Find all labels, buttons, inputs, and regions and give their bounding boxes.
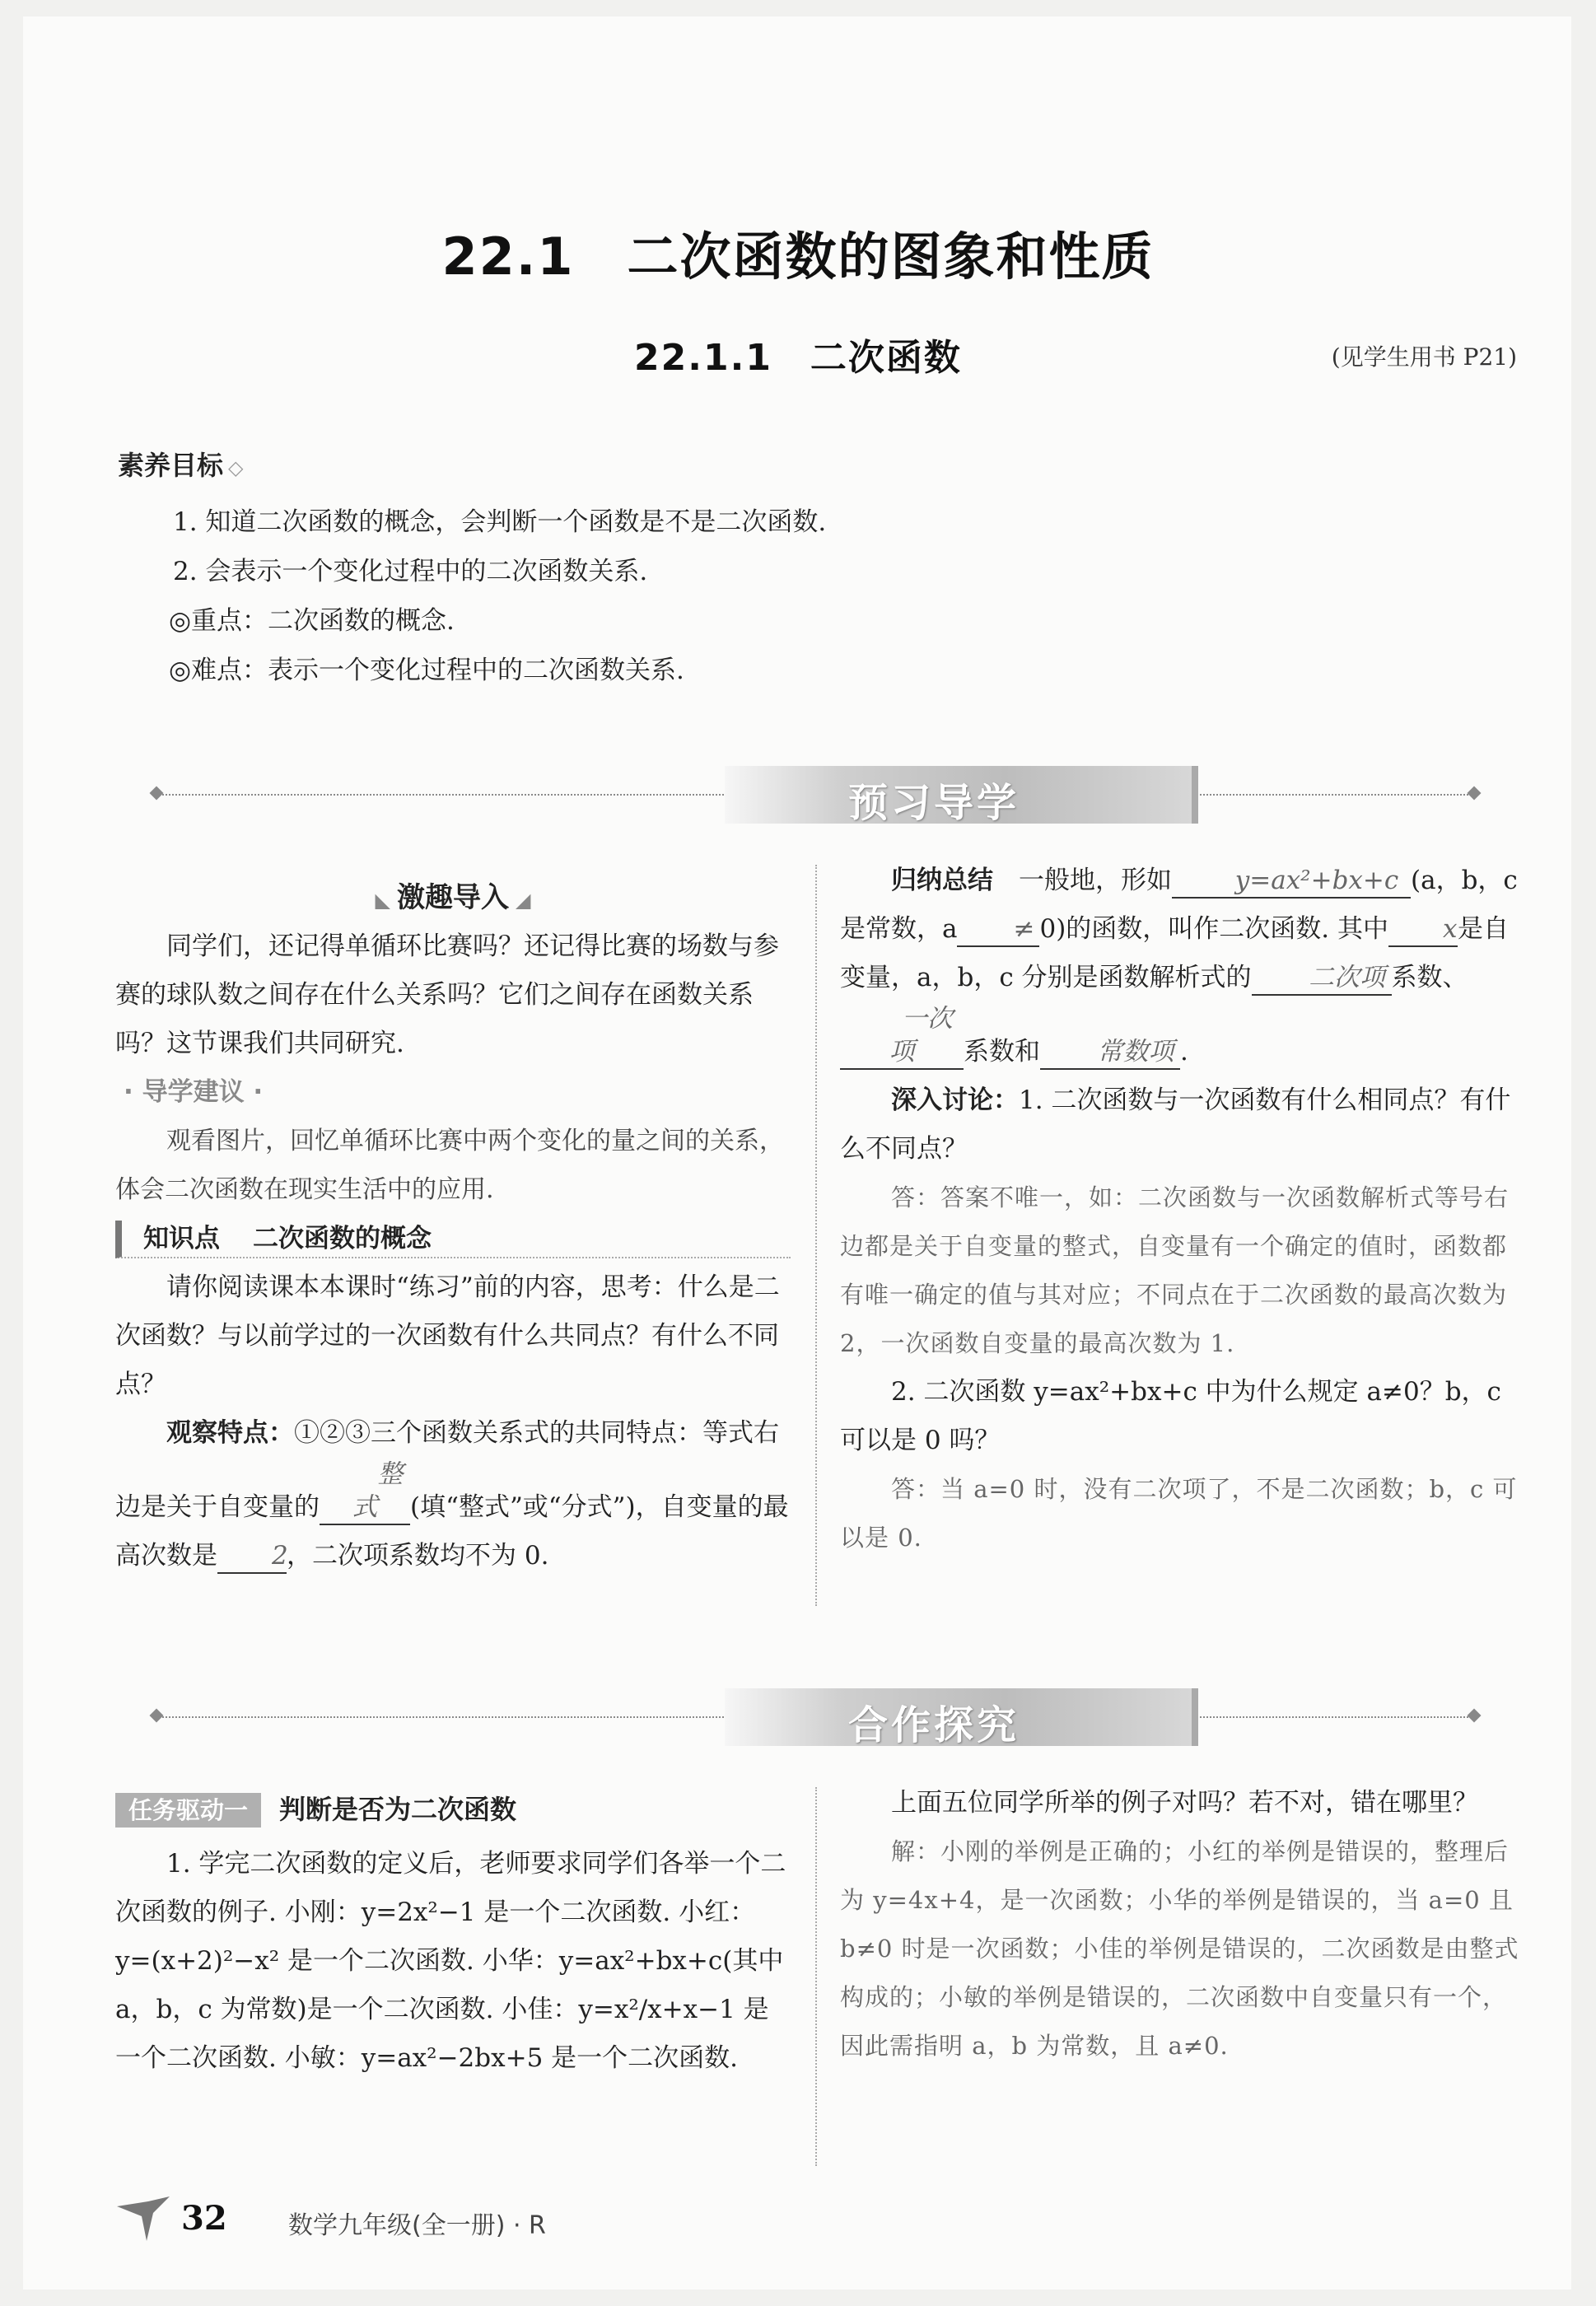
summary-paragraph: [840, 857, 1524, 1076]
section-banner-label: 合作探究: [848, 1702, 1020, 1748]
summary-text: 系数、: [1391, 963, 1468, 992]
subsection-title: 22.1.1 二次函数: [634, 337, 962, 379]
guide-paragraph: 观看图片，回忆单循环比赛中两个变化的量之间的关系，体会二次函数在现实生活中的应用.: [115, 1127, 784, 1204]
reading-prompt: 请你阅读课本本课时“练习”前的内容，思考：什么是二次函数？与以前学过的一次函数有什么共同点？有什么不同点？: [115, 1272, 780, 1399]
answer-blank: 2: [217, 1539, 287, 1574]
section-band-explore: [156, 1688, 1474, 1746]
solution-1: 解：小刚的举例是正确的；小红的举例是错误的，整理后为 y=4x+4，是一次函数；小华的举例是错误的，当 a=0 且 b≠0 时是一次函数；小佳的举例是错误的，二次函数是由整式构成的；小敏的举例是错误的，二次函数中自变量只有一个，因此需指明 a，b 为常数，且 a≠0.: [840, 1837, 1519, 2060]
answer-blank: 整式: [320, 1458, 410, 1525]
summary-text: .: [1180, 1037, 1188, 1067]
discussion-q2: 2. 二次函数 y=ax²+bx+c 中为什么规定 a≠0？b，c 可以是 0 吗？: [840, 1377, 1501, 1455]
right-column-explore: [840, 1779, 1524, 2070]
observation-text: ，二次项系数均不为 0.: [287, 1541, 549, 1571]
goals-heading-text: 素养目标: [118, 450, 224, 481]
summary-text: 0)的函数，叫作二次函数. 其中: [1039, 914, 1389, 944]
knowledge-point-heading: [115, 1221, 791, 1258]
summary-text: (a，b，c 是常数，a: [840, 866, 1518, 944]
section-banner: [725, 766, 1198, 824]
question-1-continued: 上面五位同学所举的例子对吗？若不对，错在哪里？: [891, 1788, 1478, 1818]
observation-paragraph: [115, 1409, 791, 1580]
answer-blank: x: [1388, 913, 1458, 947]
kp-title: 二次函数的概念: [253, 1224, 432, 1253]
discussion-question: 1. 二次函数与一次函数有什么相同点？有什么不同点？: [840, 1085, 1511, 1164]
bird-logo-icon: [115, 2195, 173, 2244]
discussion-q1: [840, 1076, 1524, 1174]
observation-label: 观察特点：: [166, 1418, 294, 1448]
intro-paragraph: 同学们，还记得单循环比赛吗？还记得比赛的场数与参赛的球队数之间存在什么关系吗？它们之间存在函数关系吗？这节课我们共同研究.: [115, 931, 779, 1058]
observation-text: ①②③三个函数关系式的共同特点：等式右边是关于自变量的: [115, 1418, 779, 1522]
triangle-icon: ◢: [516, 889, 531, 912]
goals-heading: [118, 445, 243, 483]
kp-label: 知识点: [143, 1224, 220, 1253]
guide-heading: · 导学建议 ·: [124, 1077, 264, 1107]
answer-blank: 常数项: [1040, 1035, 1180, 1070]
section-banner: [725, 1688, 1198, 1746]
left-column-preview: [115, 873, 791, 1580]
summary-text: 是自变量，a，b，c 分别是函数解析式的: [840, 914, 1510, 992]
answer-blank: 二次项: [1252, 961, 1392, 996]
goal-item: ◎难点：表示一个变化过程中的二次函数关系.: [169, 656, 684, 685]
goal-item: ◎重点：二次函数的概念.: [169, 606, 455, 636]
book-title: 数学九年级(全一册) · R: [288, 2211, 546, 2240]
answer-blank: y=ax²+bx+c: [1172, 864, 1411, 899]
summary-label: 归纳总结: [891, 866, 993, 895]
intro-heading-text: 激趣导入: [397, 881, 509, 914]
column-divider: [815, 1787, 817, 2166]
answer-blank: 一次项: [840, 1002, 964, 1070]
intro-heading: [115, 873, 791, 922]
right-column-preview: [840, 857, 1524, 1562]
goal-item: 1. 知道二次函数的概念，会判断一个函数是不是二次函数.: [173, 507, 827, 537]
summary-text: 一般地，形如: [1019, 866, 1172, 895]
left-column-explore: [115, 1786, 791, 2083]
page-number: 32: [181, 2199, 227, 2238]
discussion-answer-1: 答：答案不唯一，如：二次函数与一次函数解析式等号右边都是关于自变量的整式，自变量有一个确定的值时，函数都有唯一确定的值与其对应；不同点在于二次函数的最高次数为 2，一次函数自变量的最高次数为 1.: [840, 1183, 1510, 1357]
task-title: 判断是否为二次函数: [279, 1794, 517, 1825]
column-divider: [815, 865, 817, 1606]
section-banner-label: 预习导学: [848, 780, 1020, 826]
section-title: 22.1 二次函数的图象和性质: [441, 226, 1155, 287]
section-band-preview: [156, 766, 1474, 824]
diamond-icon: ◇: [228, 456, 244, 479]
answer-blank: ≠: [957, 913, 1039, 947]
task-heading: [115, 1786, 791, 1835]
triangle-icon: ◣: [375, 889, 390, 912]
task-tag: 任务驱动一: [115, 1793, 261, 1828]
summary-text: 系数和: [964, 1037, 1040, 1067]
discussion-answer-2: 答：当 a=0 时，没有二次项了，不是二次函数；b，c 可以是 0.: [840, 1475, 1518, 1552]
observation-text: (填“整式”或“分式”)，自变量的最高次数是: [115, 1492, 789, 1571]
question-1: 1. 学完二次函数的定义后，老师要求同学们各举一个二次函数的例子. 小刚：y=2x²−1 是一个二次函数. 小红：y=(x+2)²−x² 是一个二次函数. 小华：y=ax²+bx+c(其中 a，b，c 为常数)是一个二次函数. 小佳：y=x²/x+x−1 是一个二次函数. 小敏：y=ax²−2bx+5 是一个二次函数.: [115, 1849, 786, 2073]
reference-note: (见学生用书 P21): [1331, 343, 1517, 371]
goal-item: 2. 会表示一个变化过程中的二次函数关系.: [173, 557, 648, 586]
discussion-label: 深入讨论：: [891, 1085, 1019, 1115]
